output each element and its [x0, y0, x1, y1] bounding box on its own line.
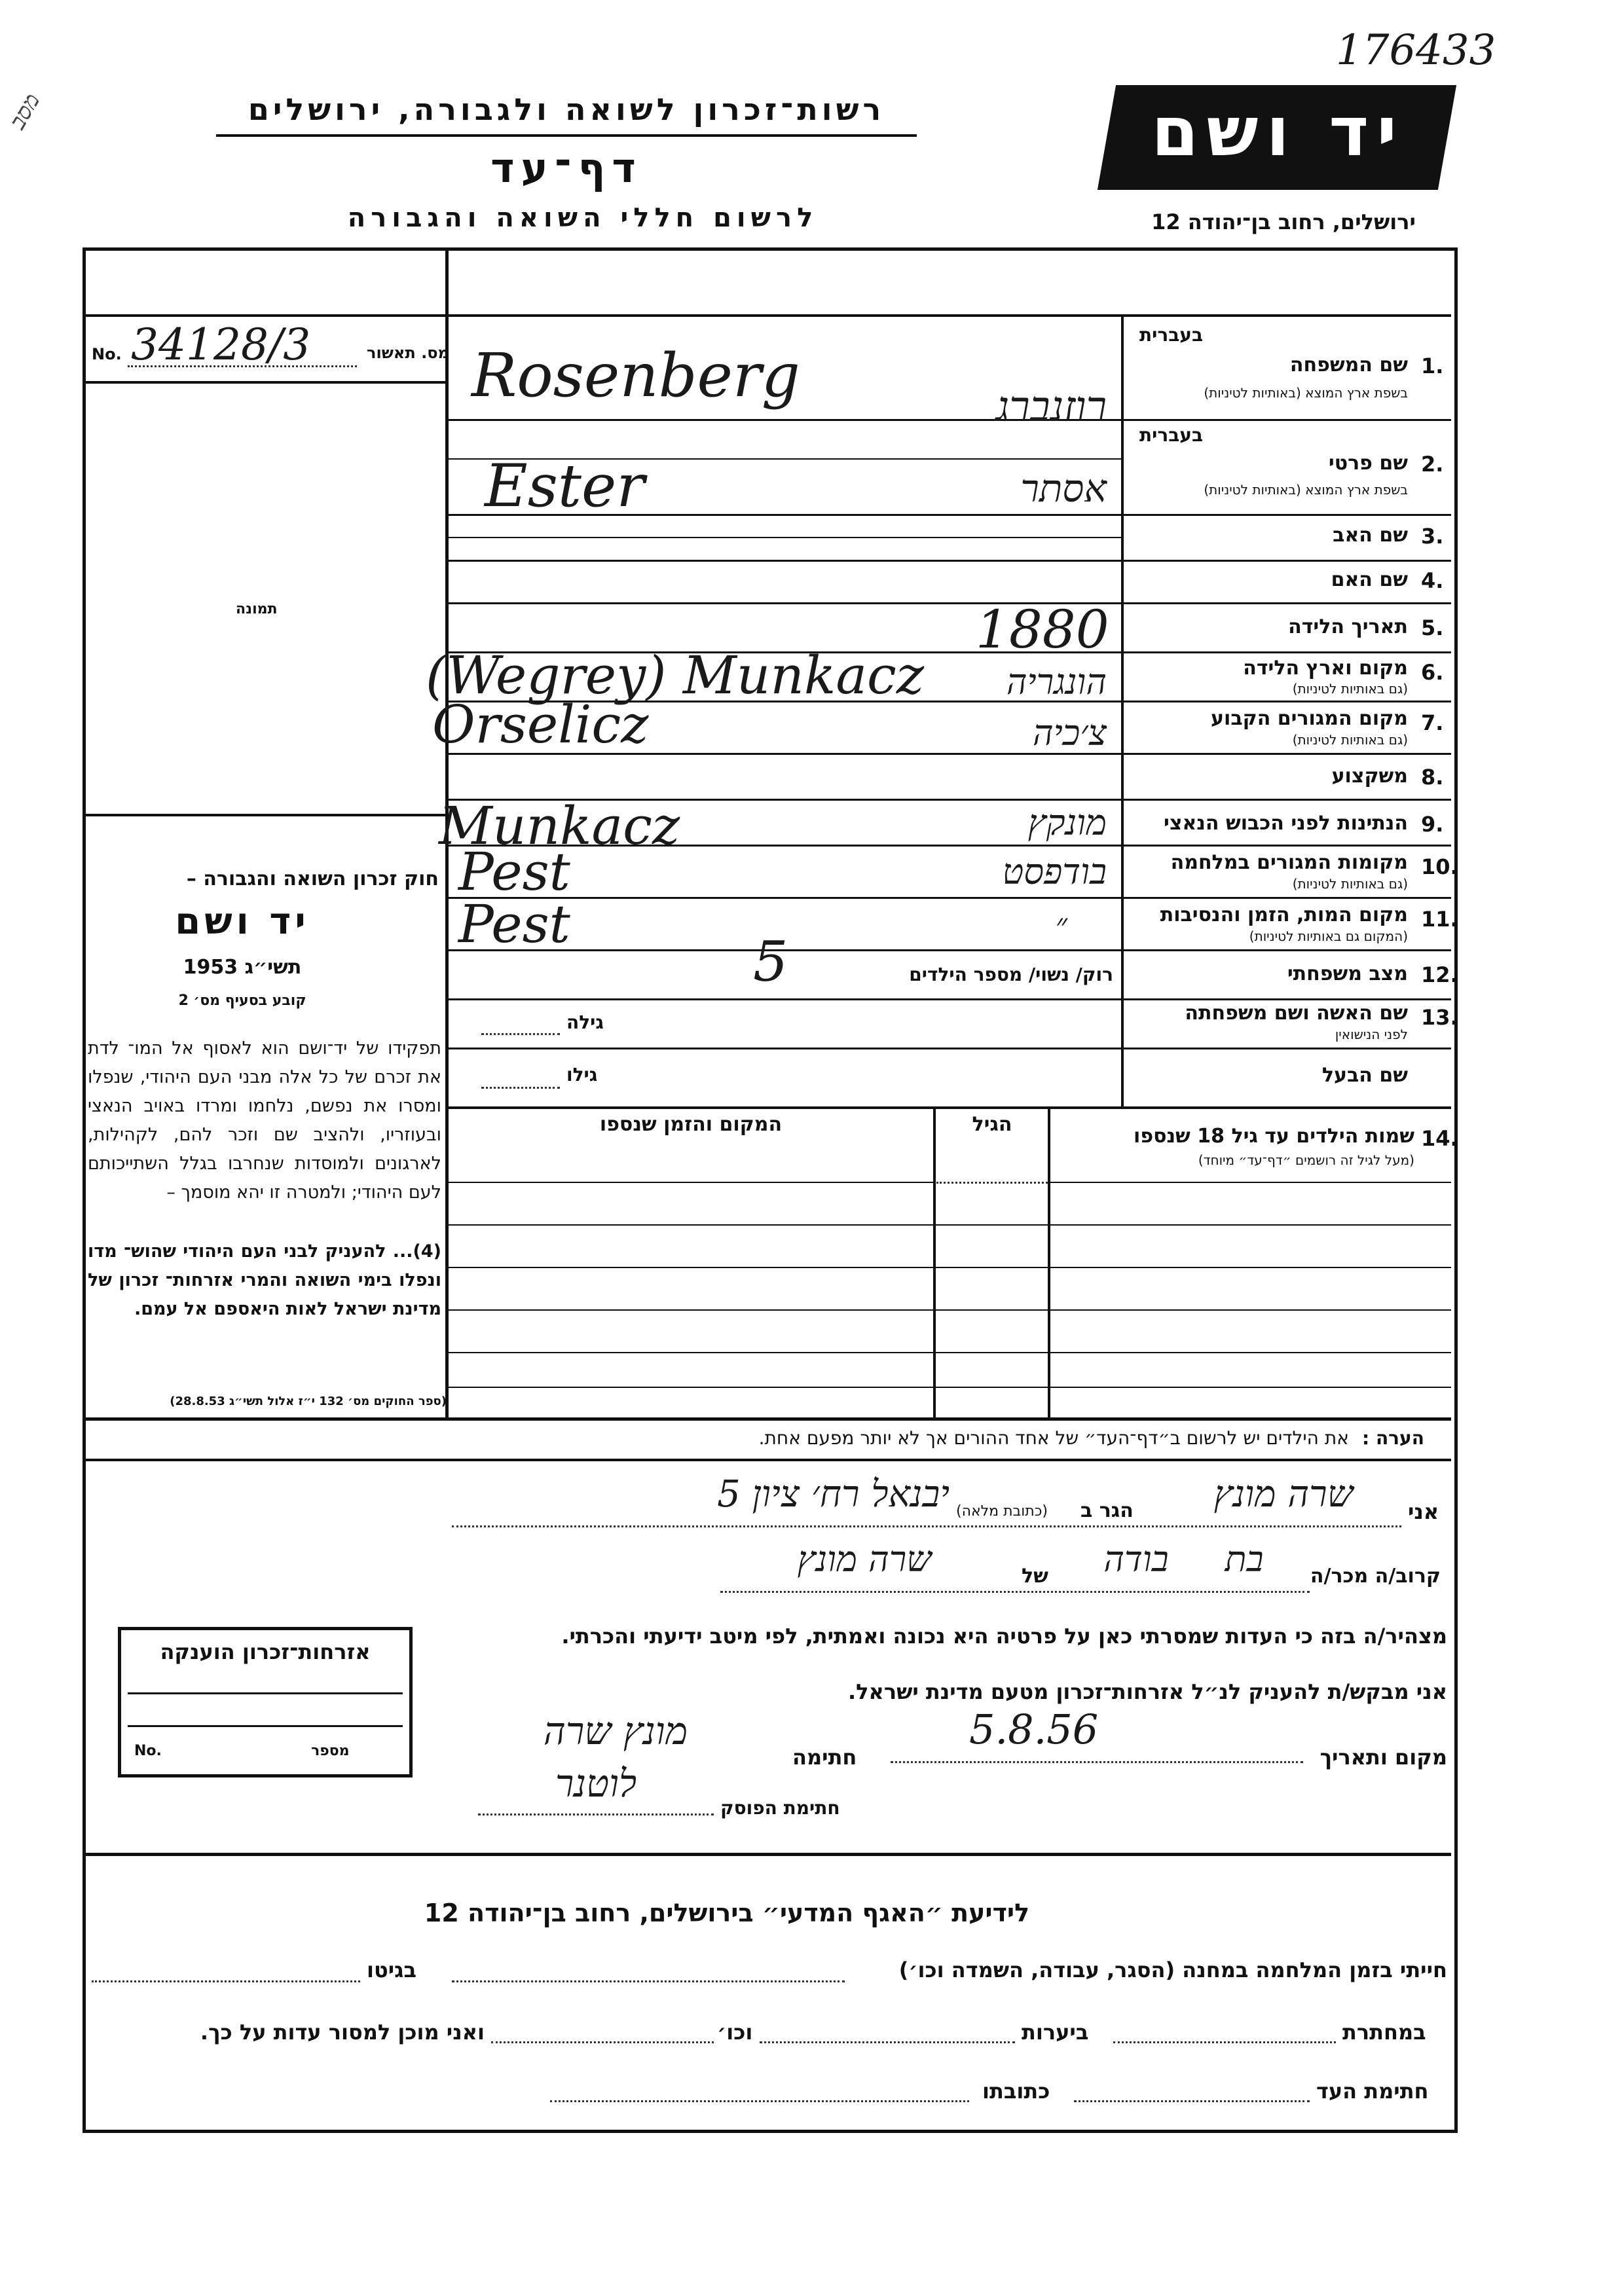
children-age-header: הגיל: [972, 1113, 1012, 1136]
field-13-number: 13.: [1421, 1005, 1458, 1030]
field-6-sub: (גם באותיות לטיניות): [1292, 681, 1408, 697]
declarant-i-label: אני: [1408, 1499, 1439, 1524]
citizenship-box: [118, 1627, 413, 1777]
children-place-header: המקום והזמן שנספו: [599, 1113, 783, 1136]
field-2-number: 2.: [1421, 452, 1444, 477]
field-11-number: 11.: [1421, 907, 1458, 932]
logo-text: יד ושם: [1151, 92, 1405, 172]
of-label: של: [1022, 1565, 1048, 1588]
field-1-number: 1.: [1421, 354, 1444, 378]
field-6-label: מקום וארץ הלידה: [1243, 657, 1408, 680]
field-1-label: שם המשפחה: [1289, 354, 1408, 376]
field-12-number: 12.: [1421, 962, 1458, 987]
law-name: יד ושם: [175, 900, 310, 943]
field-10-number: 10.: [1421, 854, 1458, 879]
family-status-options: רוק/ נשוי/ מספר הילדים: [909, 964, 1113, 985]
header-address: ירושלים, רחוב בן־יהודה 12: [1151, 210, 1416, 234]
husband-label: שם הבעל: [1321, 1064, 1408, 1087]
field-12-label: מצב משפחתי: [1287, 962, 1408, 985]
birth-date: 1880: [976, 599, 1109, 660]
declaration-text: מצהיר/ה בזה כי העדות שמסרתי כאן על פרטיה היא נכונה ואמתית, לפי מיטב ידיעתי והכרתי.: [561, 1624, 1447, 1649]
yad-vashem-logo: [1098, 85, 1456, 190]
declarant-live-label: הגר ב: [1080, 1499, 1134, 1522]
wife-age-label: גילה: [566, 1011, 604, 1033]
footer-testimony: ואני מוכן למסור עדות על כך.: [200, 2020, 485, 2045]
law-title: חוק זכרון השואה והגבורה –: [186, 867, 439, 890]
law-text-1: תפקידו של יד־ושם הוא לאסוף אל המו־ לדת את זכרם של כל אלה מבני העם היהודי, שנפלו ומסרו את נפשם, נלחמו ומרדו באויב הנאצי ובעוזריו, ולהציב שם וזכר להם, לקהילות, לארגונים ולמוסדות שנחרבו בגלל השתייכותם לעם היהודי; ולמטרה זו יהא מוסמך –: [88, 1038, 441, 1203]
declarant-signature: מונץ שרה: [543, 1709, 688, 1753]
citizenship-no-label: No.: [134, 1743, 162, 1759]
field-1-hebrew-header: בעברית: [1139, 324, 1204, 346]
footer-etc: וכו׳: [717, 2020, 753, 2045]
note-text: את הילדים יש לרשום ב״דף־העד״ של אחד ההורים אך לא יותר מפעם אחת.: [758, 1427, 1349, 1449]
field-9-label: הנתינות לפני הכבוש הנאצי: [1164, 812, 1408, 835]
first-name-hebrew: אסתר: [1020, 466, 1107, 511]
authority-name: רשות־זכרון לשואה ולגבורה, ירושלים: [248, 92, 885, 127]
footer-line1-ghetto: בגיטו: [367, 1958, 416, 1982]
field-13-sub: לפני הנישואין: [1335, 1027, 1408, 1042]
footer-line1-camp: חייתי בזמן המלחמה במחנה (הסגר, עבודה, השמדה וכו׳): [898, 1958, 1447, 1982]
field-6-number: 6.: [1421, 660, 1444, 685]
first-name-latin: Ester: [485, 452, 645, 520]
field-7-number: 7.: [1421, 710, 1444, 735]
place-date-label: מקום ותאריך: [1320, 1745, 1447, 1770]
field-7-label: מקום המגורים הקבוע: [1211, 707, 1408, 730]
request-text: אני מבקש/ת להעניק לנ״ל אזרחות־זכרון מטעם מדינת ישראל.: [848, 1679, 1447, 1704]
field-11-sub: (המקום גם באותיות לטיניות): [1249, 928, 1408, 944]
declaration-date: 5.8.56: [969, 1705, 1099, 1753]
residence-latin: Orselicz: [432, 694, 649, 755]
birth-place-hebrew: הונגריה: [1006, 661, 1107, 702]
field-2-hebrew-header: בעברית: [1139, 424, 1204, 446]
approval-no-label: No.: [92, 345, 122, 363]
declarant-address-label: (כתובת מלאה): [956, 1503, 1048, 1520]
field-7-sub: (גם באותיות לטיניות): [1292, 732, 1408, 748]
law-year: תשי״ג 1953: [183, 956, 302, 979]
law-section: קובע בסעיף מס׳ 2: [178, 993, 306, 1009]
declarant-name: שרה מונץ: [1213, 1473, 1354, 1516]
field-4-number: 4.: [1421, 568, 1444, 593]
approval-label: מס. תאשור: [367, 344, 449, 362]
field-3-number: 3.: [1421, 524, 1444, 549]
death-place-hebrew: ״: [1055, 907, 1067, 943]
husband-age-label: גילו: [566, 1064, 598, 1085]
death-place-latin: Pest: [458, 894, 570, 955]
children-count: 5: [753, 930, 788, 994]
relation-daughter: בודה: [1103, 1539, 1169, 1580]
wartime-residence-latin: Pest: [458, 841, 570, 902]
field-14-number: 14.: [1421, 1126, 1458, 1151]
field-13-label: שם האשה ושם משפחתה: [1185, 1002, 1408, 1025]
relation-of-name: שרה מונץ: [797, 1539, 932, 1580]
footer-title: לידיעת ״האגף המדעי״ בירושלים, רחוב בן־יהודה 12: [424, 1899, 1030, 1927]
form-title: דף־עד: [490, 144, 642, 192]
field-5-number: 5.: [1421, 615, 1444, 640]
children-sub: (מעל לגיל זה רושמים ״דף־עד״ מיוחד): [1198, 1152, 1414, 1168]
wartime-residence-hebrew: בודפסט: [1002, 851, 1107, 892]
note-label: הערה :: [1362, 1427, 1424, 1449]
citizenship-title: אזרחות־זכרון הוענקה: [160, 1639, 371, 1664]
issuer-signature: לוטנר: [555, 1761, 637, 1806]
footer-underground: במחתרת: [1342, 2020, 1426, 2045]
field-11-label: מקום המות, הזמן והנסיבות: [1160, 903, 1408, 926]
footer-address-label: כתובתו: [982, 2079, 1050, 2104]
corner-stamp: מסב: [4, 88, 46, 134]
stamp-number: 176433: [1336, 26, 1496, 75]
law-reference: (ספר החוקים מס׳ 132 י״ז אלול תשי״ג 28.8.53): [170, 1394, 447, 1408]
surname-latin: Rosenberg: [471, 340, 800, 410]
nationality-hebrew: מונקץ: [1027, 802, 1107, 843]
field-4-label: שם האם: [1331, 568, 1408, 591]
approval-number: 34128/3: [131, 319, 311, 370]
children-label: שמות הילדים עד גיל 18 שנספו: [1134, 1125, 1414, 1148]
field-10-label: מקומות המגורים במלחמה: [1170, 851, 1408, 874]
nationality-latin: Munkacz: [439, 795, 680, 856]
relative-label: קרוב/ה מכר/ה: [1310, 1565, 1441, 1588]
residence-hebrew: צ׳כיה: [1033, 712, 1107, 754]
field-8-number: 8.: [1421, 765, 1444, 790]
field-5-label: תאריך הלידה: [1288, 615, 1408, 638]
field-10-sub: (גם באותיות לטיניות): [1292, 876, 1408, 892]
field-2-sub: בשפת ארץ המוצא (באותיות לטיניות): [1204, 482, 1408, 498]
field-2-label: שם פרטי: [1328, 452, 1408, 475]
issuer-label: חתימת הפוסק: [720, 1797, 840, 1819]
footer-witness-signature: חתימת העד: [1316, 2079, 1429, 2104]
field-3-label: שם האב: [1333, 524, 1408, 547]
footer-forests: ביערות: [1022, 2020, 1089, 2045]
signature-label: חתימה: [792, 1745, 857, 1770]
form-subtitle: לרשום חללי השואה והגבורה: [347, 203, 819, 233]
field-9-number: 9.: [1421, 812, 1444, 837]
field-8-label: משקצוע: [1331, 765, 1408, 788]
declarant-address: יבנאל רח׳ ציון 5: [717, 1473, 950, 1516]
surname-hebrew: רוזנברג: [995, 383, 1107, 431]
photo-label: תמונה: [236, 601, 278, 617]
birth-place-latin: (Wegrey) Munkacz: [426, 645, 924, 706]
relation: בת: [1225, 1539, 1264, 1580]
citizenship-number-label: מספר: [311, 1743, 350, 1759]
field-1-sub: בשפת ארץ המוצא (באותיות לטיניות): [1204, 385, 1408, 401]
law-text-2: (4)... להעניק לבני העם היהודי שהוש־ מדו ונפלו בימי השואה והמרי אזרחות־ זכרון של מדינת ישראל לאות היאספם אל עמם.: [88, 1241, 441, 1319]
